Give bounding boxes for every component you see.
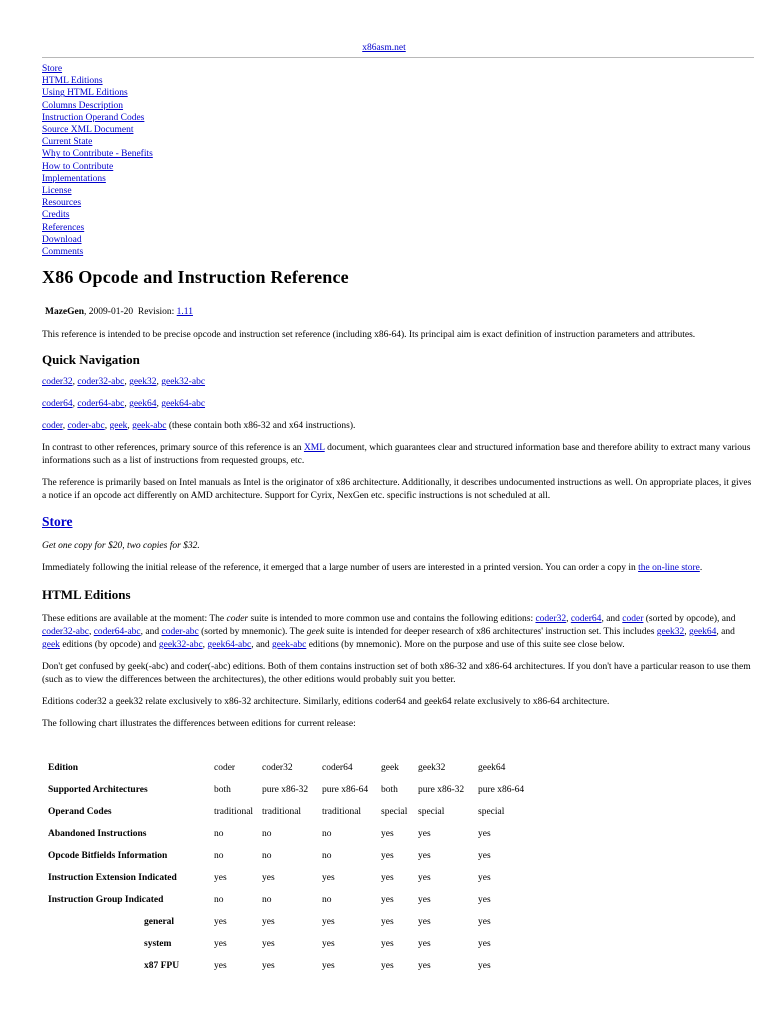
table-cell: yes: [418, 873, 431, 883]
table-row: [48, 938, 538, 960]
table-row: [48, 916, 538, 938]
editions-architecture-paragraph: Editions coder32 a geek32 relate exclusively to x86-32 architecture. Similarly, editions coder64 and geek64 relate exclusively to x86-64 architecture.: [42, 696, 610, 707]
store-heading[interactable]: [42, 514, 754, 530]
table-row: [48, 894, 538, 916]
intro-paragraph: This reference is intended to be precise opcode and instruction set reference (including x86-64). Its principal aim is exact definition of instruction parameters and attributes.: [42, 329, 696, 340]
quick-nav-link-geek-abc[interactable]: geek-abc: [132, 420, 167, 431]
table-header-cell: geek64: [478, 763, 506, 773]
editions-description-paragraph: These editions are available at the moment: The coder suite is intended to more common use and contains the following editions: coder32, coder64, and coder (sorted by opcode), and coder32-abc, coder64-abc, and coder-abc (sorted by mnemonic). The geek suite is intended for deeper research of x86 architectures' instruction set. This includes geek32, geek64, and geek editions (by opcode) and geek32-abc, geek64-abc, and geek-abc editions (by mnemonic). More on the purpose and use of this suite see close below.: [42, 613, 736, 650]
table-cell: yes: [381, 917, 394, 927]
table-header-cell: geek32: [418, 763, 446, 773]
table-row: [48, 872, 538, 894]
toc-item: [42, 161, 153, 173]
main-content: [42, 266, 754, 731]
table-cell: special: [478, 807, 505, 817]
quick-nav-link-geek32[interactable]: geek32: [129, 376, 157, 387]
quick-nav-link-coder64[interactable]: coder64: [42, 398, 73, 409]
table-header-cell: geek: [381, 763, 399, 773]
revision-link[interactable]: 1.11: [176, 307, 193, 317]
quick-navigation-heading: Quick Navigation: [42, 351, 140, 367]
table-row: [48, 850, 538, 872]
table-cell: yes: [381, 851, 394, 861]
table-row: [48, 784, 538, 806]
link-geek-abc[interactable]: geek-abc: [272, 639, 307, 650]
table-cell: yes: [381, 873, 394, 883]
toc-item: [42, 246, 153, 258]
toc-item: [42, 209, 153, 221]
table-cell: yes: [381, 895, 394, 905]
table-row-label: x87 FPU: [144, 961, 180, 971]
store-paragraph: Immediately following the initial release of the reference, it emerged that a large number of users are interested in a printed version. You can order a copy in the on-line store.: [42, 562, 703, 573]
table-header-row: [48, 762, 538, 784]
table-cell: yes: [322, 873, 335, 883]
toc-link-download[interactable]: Download: [42, 234, 82, 245]
chart-intro-paragraph: The following chart illustrates the differences between editions for current release:: [42, 718, 356, 729]
link-geek64-abc[interactable]: geek64-abc: [207, 639, 252, 650]
quick-nav-link-coder32[interactable]: coder32: [42, 376, 73, 387]
toc-link-references[interactable]: References: [42, 222, 85, 233]
table-row-label: general: [144, 917, 175, 927]
link-coder32[interactable]: coder32: [535, 613, 567, 624]
toc-link-how-to-contribute[interactable]: How to Contribute: [42, 161, 114, 172]
page-title: X86 Opcode and Instruction Reference: [42, 267, 349, 287]
table-cell: yes: [418, 961, 431, 971]
table-cell: both: [214, 785, 231, 795]
table-cell: no: [262, 829, 272, 839]
toc-item: [42, 100, 153, 112]
table-cell: yes: [478, 961, 491, 971]
toc-item: [42, 197, 153, 209]
table-of-contents: [42, 63, 153, 258]
table-row-label: Instruction Group Indicated: [48, 895, 164, 905]
table-row-label: Opcode Bitfields Information: [48, 851, 168, 861]
link-coder64-abc[interactable]: coder64-abc: [93, 626, 141, 637]
table-row-label: system: [144, 939, 172, 949]
quick-nav-link-geek[interactable]: geek: [109, 420, 128, 431]
toc-link-store[interactable]: Store: [42, 64, 63, 74]
toc-link-why-to-contribute-benefits[interactable]: Why to Contribute - Benefits: [42, 149, 153, 160]
toc-item: [42, 124, 153, 136]
table-cell: traditional: [262, 807, 302, 817]
online-store-link[interactable]: the on-line store: [638, 562, 700, 573]
toc-item: [42, 63, 153, 75]
table-cell: pure x86-32: [418, 785, 465, 795]
table-cell: traditional: [322, 807, 362, 817]
table-header-cell: coder: [214, 763, 236, 773]
quick-nav-note: (these contain both x86-32 and x64 instructions).: [168, 420, 356, 431]
toc-link-credits[interactable]: Credits: [42, 210, 70, 221]
table-cell: yes: [381, 939, 394, 949]
revision-label: Revision:: [137, 307, 175, 317]
table-cell: yes: [478, 851, 491, 861]
editions-comparison-table: [48, 762, 538, 982]
toc-link-license[interactable]: License: [42, 186, 72, 197]
document-meta: [45, 306, 754, 320]
link-coder32-abc[interactable]: coder32-abc: [42, 626, 89, 637]
intel-basis-paragraph: The reference is primarily based on Intel manuals as Intel is the originator of x86 architecture. Additionally, it describes undocumented instructions as well. On appropriate places, it gives a notice if an opcode act differently on AMD architecture. Support for Cyrix, NexGen etc. specific instructions is not scheduled at all.: [42, 477, 752, 501]
toc-item: [42, 173, 153, 185]
table-header-edition: Edition: [48, 763, 79, 773]
table-row-label: Supported Architectures: [48, 785, 148, 795]
table-cell: yes: [478, 829, 491, 839]
toc-item: [42, 87, 153, 99]
quick-nav-link-geek32-abc[interactable]: geek32-abc: [161, 376, 206, 387]
table-cell: no: [214, 895, 224, 905]
quick-nav-row-both: coder, coder-abc, geek, geek-abc (these contain both x86-32 and x64 instructions).: [42, 420, 356, 431]
table-cell: yes: [478, 939, 491, 949]
html-editions-heading: HTML Editions: [42, 586, 131, 602]
table-cell: yes: [322, 917, 335, 927]
toc-link-html-editions[interactable]: HTML Editions: [42, 76, 103, 87]
publish-date: , 2009-01-20: [84, 307, 134, 317]
table-cell: yes: [418, 829, 431, 839]
toc-link-using-html-editions[interactable]: Using HTML Editions: [42, 88, 128, 99]
toc-item: [42, 112, 153, 124]
toc-link-implementations[interactable]: Implementations: [42, 173, 106, 184]
quick-nav-link-coder[interactable]: coder: [42, 420, 63, 431]
table-cell: yes: [381, 829, 394, 839]
table-cell: yes: [322, 961, 335, 971]
table-cell: yes: [418, 939, 431, 949]
table-row: [48, 828, 538, 850]
table-cell: traditional: [214, 807, 254, 817]
table-row-label: Operand Codes: [48, 807, 112, 817]
table-cell: no: [322, 895, 332, 905]
link-coder64[interactable]: coder64: [570, 613, 602, 624]
table-cell: yes: [214, 961, 227, 971]
table-cell: yes: [262, 873, 275, 883]
toc-link-columns-description[interactable]: Columns Description: [42, 100, 124, 111]
link-coder[interactable]: coder: [622, 613, 644, 624]
quick-nav-link-geek64[interactable]: geek64: [129, 398, 157, 409]
table-row: [48, 806, 538, 828]
quick-nav-link-coder32-abc[interactable]: coder32-abc: [77, 376, 125, 387]
table-cell: yes: [418, 917, 431, 927]
table-cell: yes: [262, 961, 275, 971]
table-cell: no: [262, 851, 272, 861]
link-geek64[interactable]: geek64: [688, 626, 717, 637]
quick-nav-link-coder64-abc[interactable]: coder64-abc: [77, 398, 125, 409]
link-geek32-abc[interactable]: geek32-abc: [158, 639, 203, 650]
xml-link[interactable]: XML: [303, 442, 325, 453]
table-row: [48, 960, 538, 982]
table-cell: no: [322, 851, 332, 861]
table-row-label: Abandoned Instructions: [48, 829, 147, 839]
table-cell: yes: [381, 961, 394, 971]
link-coder-abc[interactable]: coder-abc: [161, 626, 199, 637]
quick-nav-link-geek64-abc[interactable]: geek64-abc: [161, 398, 206, 409]
table-cell: special: [381, 807, 408, 817]
toc-item: [42, 222, 153, 234]
table-cell: pure x86-64: [478, 785, 525, 795]
table-cell: yes: [478, 917, 491, 927]
table-cell: yes: [214, 917, 227, 927]
quick-nav-row-64: coder64, coder64-abc, geek64, geek64-abc: [42, 398, 206, 409]
toc-item: [42, 234, 153, 246]
editions-confusion-paragraph: Don't get confused by geek(-abc) and coder(-abc) editions. Both of them contains instruction set of both x86-32 and x86-64 architectures. If you don't have a particular reason to use them (such as to view the differences between the architectures), the other editions would probably suit you better.: [42, 661, 751, 685]
table-cell: yes: [214, 873, 227, 883]
table-row-label: Instruction Extension Indicated: [48, 873, 177, 883]
table-cell: yes: [418, 895, 431, 905]
table-cell: yes: [478, 895, 491, 905]
toc-item: [42, 75, 153, 87]
table-cell: pure x86-64: [322, 785, 369, 795]
author-name: MazeGen: [45, 307, 85, 317]
table-cell: yes: [322, 939, 335, 949]
store-heading-link[interactable]: Store: [42, 513, 73, 529]
toc-link-resources[interactable]: Resources: [42, 198, 82, 209]
table-cell: yes: [418, 851, 431, 861]
table-cell: yes: [478, 873, 491, 883]
toc-item: [42, 136, 153, 148]
table-cell: special: [418, 807, 445, 817]
site-home-link[interactable]: x86asm.net: [362, 43, 406, 53]
table-cell: no: [322, 829, 332, 839]
toc-item: [42, 185, 153, 197]
toc-link-instruction-operand-codes[interactable]: Instruction Operand Codes: [42, 112, 145, 123]
header-divider: [42, 57, 754, 58]
link-geek32[interactable]: geek32: [656, 626, 685, 637]
toc-link-source-xml-document[interactable]: Source XML Document: [42, 125, 134, 136]
toc-link-comments[interactable]: Comments: [42, 247, 84, 258]
xml-source-paragraph: In contrast to other references, primary source of this reference is an XML document, which guarantees clear and structured information base and therefore ability to extract many various informations such as a list of instructions from requested groups, etc.: [42, 442, 751, 466]
quick-nav-link-coder-abc[interactable]: coder-abc: [67, 420, 105, 431]
table-cell: pure x86-32: [262, 785, 309, 795]
quick-nav-row-32: coder32, coder32-abc, geek32, geek32-abc: [42, 376, 206, 387]
table-cell: both: [381, 785, 398, 795]
toc-link-current-state[interactable]: Current State: [42, 137, 93, 148]
toc-item: [42, 148, 153, 160]
table-cell: yes: [262, 917, 275, 927]
table-cell: yes: [262, 939, 275, 949]
store-offer: Get one copy for $20, two copies for $32.: [42, 540, 200, 551]
table-header-cell: coder32: [262, 763, 293, 773]
table-header-cell: coder64: [322, 763, 353, 773]
table-cell: no: [214, 829, 224, 839]
table-cell: no: [214, 851, 224, 861]
table-cell: yes: [214, 939, 227, 949]
link-geek[interactable]: geek: [42, 639, 60, 650]
table-cell: no: [262, 895, 272, 905]
